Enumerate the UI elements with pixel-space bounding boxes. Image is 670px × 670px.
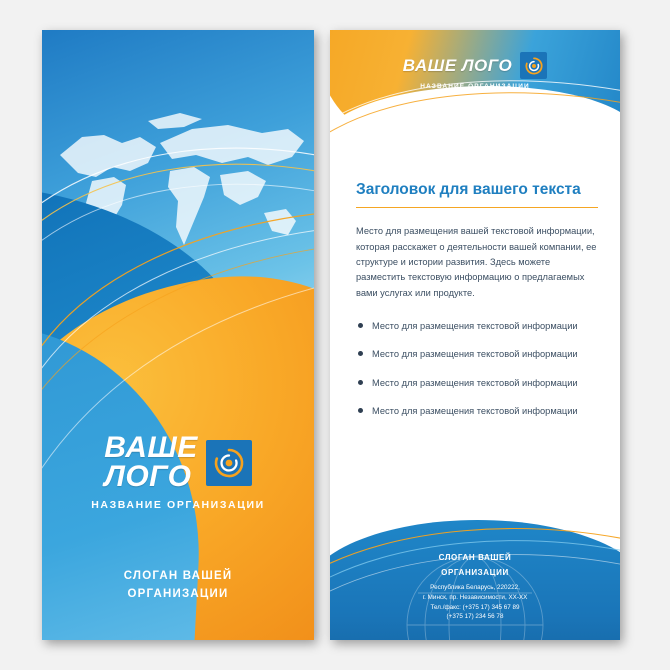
list-item: Место для размещения текстовой информации: [356, 319, 598, 333]
flyer-back-page: [330, 30, 620, 640]
spiral-swirl-icon: [520, 52, 547, 79]
footer-slogan-line2: ОРГАНИЗАЦИИ: [441, 568, 509, 578]
footer-phone-line2: (+375 17) 234 56 78: [446, 613, 504, 621]
spiral-swirl-icon: [206, 440, 252, 486]
front-logo-block: [42, 431, 314, 511]
back-footer: [330, 510, 620, 640]
logo-row: [42, 431, 314, 493]
logo-row: [330, 52, 620, 79]
front-org-name: НАЗВАНИЕ ОРГАНИЗАЦИИ: [91, 498, 265, 511]
footer-address-line2: г. Минск, пр. Независимости, XX-XX: [422, 593, 528, 601]
back-org-name: НАЗВАНИЕ ОРГАНИЗАЦИИ: [420, 83, 530, 90]
logo-word-line2: ЛОГО: [104, 459, 192, 493]
list-item: Место для размещения текстовой информации: [356, 376, 598, 390]
footer-slogan-line1: СЛОГАН ВАШЕЙ: [438, 553, 512, 563]
back-content: [356, 180, 598, 433]
footer-phone-line1: Тел./факс: (+375 17) 345 67 89: [430, 603, 520, 611]
list-item: Место для размещения текстовой информации: [356, 347, 598, 361]
front-slogan: [42, 568, 314, 604]
flyer-front-page: [42, 30, 314, 640]
front-slogan-line1: СЛОГАН ВАШЕЙ: [123, 570, 233, 583]
logo-wordmark: [104, 431, 198, 493]
back-paragraph: Место для размещения вашей текстовой информации, которая расскажет о деятельности вашей компании, ее структуре и истории развития. Здесь можете разместить текстовую информацию о предлагаемых вами услугах или продукте.: [356, 226, 597, 298]
back-logo-wordmark: ВАШЕ ЛОГО: [402, 55, 513, 75]
list-item: Место для размещения текстовой информации: [356, 404, 598, 418]
footer-address-line1: Республика Беларусь, 220222,: [430, 584, 520, 591]
footer-contact-block: [330, 553, 620, 622]
front-slogan-line2: ОРГАНИЗАЦИИ: [127, 588, 229, 601]
back-logo-block: [330, 52, 620, 90]
back-title: Заголовок для вашего текста: [356, 181, 581, 198]
title-divider: [356, 207, 598, 209]
logo-word-line1: ВАШЕ: [104, 431, 198, 464]
bullet-list: [356, 319, 598, 419]
